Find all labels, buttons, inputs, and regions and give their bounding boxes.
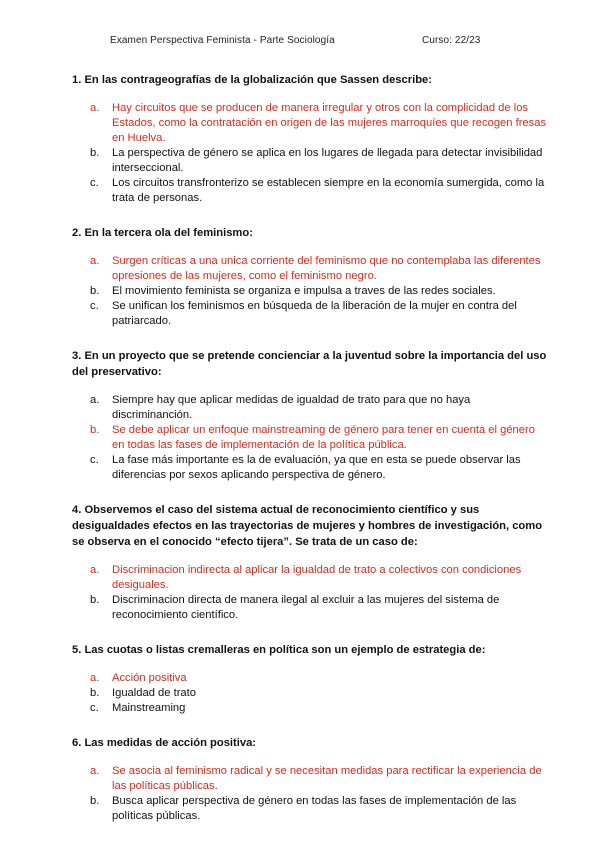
option-list — [72, 254, 550, 329]
option-list — [72, 671, 550, 716]
option-text: La fase más importante es la de evaluación, ya que en esta se puede observar las diferencias por sexos aplicando perspectiva de género. — [112, 454, 521, 481]
option-letter: a. — [90, 672, 100, 684]
option-list — [72, 764, 550, 824]
answer-option — [72, 794, 550, 824]
answer-option-correct — [72, 764, 550, 794]
option-text: Igualdad de trato — [112, 687, 196, 699]
answer-option — [72, 146, 550, 176]
option-letter: b. — [90, 285, 100, 297]
option-letter: b. — [90, 795, 100, 807]
option-text: Se debe aplicar un enfoque mainstreaming de género para tener en cuenta el género en todas las fases de implementación de la política pública. — [112, 424, 535, 451]
option-text: La perspectiva de género se aplica en los lugares de llegada para detectar invisibilidad interseccional. — [112, 147, 543, 174]
answer-option — [72, 453, 550, 483]
option-letter: a. — [90, 564, 100, 576]
option-letter: b. — [90, 687, 100, 699]
option-text: Se unifican los feminismos en búsqueda de la liberación de la mujer en contra del patriarcado. — [112, 300, 517, 327]
question-title: 3. En un proyecto que se pretende concienciar a la juventud sobre la importancia del uso del preservativo: — [72, 350, 547, 378]
option-text: Surgen críticas a una unica corriente del feminismo que no contemplaba las diferentes opresiones de las mujeres, como el feminismo negro. — [112, 255, 541, 282]
question-title: 1. En las contrageografías de la globalización que Sassen describe: — [72, 74, 432, 86]
option-letter: b. — [90, 147, 100, 159]
question-title: 6. Las medidas de acción positiva: — [72, 737, 257, 749]
question-title: 4. Observemos el caso del sistema actual de reconocimiento científico y sus desigualdades efectos en las trayectorias de mujeres y hombres de investigación, como se observa en el conocido “efecto tijera”. Se trata de un caso de: — [72, 504, 543, 548]
option-list — [72, 563, 550, 623]
question-title: 2. En la tercera ola del feminismo: — [72, 227, 253, 239]
answer-option-correct — [72, 101, 550, 146]
option-letter: c. — [90, 177, 99, 189]
answer-option-correct — [72, 563, 550, 593]
answer-option — [72, 176, 550, 206]
option-letter: c. — [90, 702, 99, 714]
option-text: Discriminacion directa de manera ilegal al excluir a las mujeres del sistema de reconocimiento científico. — [112, 594, 500, 621]
answer-option — [72, 299, 550, 329]
option-text: Busca aplicar perspectiva de género en todas las fases de implementación de las políticas públicas. — [112, 795, 517, 822]
option-text: Mainstreaming — [112, 702, 186, 714]
option-text: Los circuitos transfronterizo se establecen siempre en la economía sumergida, como la trata de personas. — [112, 177, 545, 204]
answer-option — [72, 284, 550, 299]
course-label: Curso: 22/23 — [422, 35, 481, 46]
answer-option — [72, 393, 550, 423]
option-letter: a. — [90, 102, 100, 114]
option-letter: c. — [90, 454, 99, 466]
option-letter: a. — [90, 394, 100, 406]
option-letter: b. — [90, 594, 100, 606]
option-text: Siempre hay que aplicar medidas de igualdad de trato para que no haya discriminanción. — [112, 394, 471, 421]
option-letter: b. — [90, 424, 100, 436]
option-list — [72, 393, 550, 483]
option-text: Hay circuitos que se producen de manera irregular y otros con la complicidad de los Estados, como la contratación en origen de las mujeres marroquíes que recogen fresas en Huelva. — [112, 102, 547, 144]
answer-option — [72, 701, 550, 716]
option-text: Se asocia al feminismo radical y se necesitan medidas para rectificar la experiencia de las políticas públicas. — [112, 765, 542, 792]
answer-option-correct — [72, 671, 550, 686]
question-list — [72, 72, 550, 843]
option-letter: c. — [90, 300, 99, 312]
option-text: El movimiento feminista se organiza e impulsa a traves de las redes sociales. — [112, 285, 496, 297]
option-letter: a. — [90, 255, 100, 267]
option-list — [72, 101, 550, 206]
option-letter: a. — [90, 765, 100, 777]
answer-option — [72, 686, 550, 701]
question-title: 5. Las cuotas o listas cremalleras en política son un ejemplo de estrategia de: — [72, 644, 486, 656]
answer-option-correct — [72, 254, 550, 284]
answer-option-correct — [72, 423, 550, 453]
option-text: Acción positiva — [112, 672, 187, 684]
answer-option — [72, 593, 550, 623]
option-text: Discriminacion indirecta al aplicar la igualdad de trato a colectivos con condiciones desiguales. — [112, 564, 522, 591]
exam-title: Examen Perspectiva Feminista - Parte Sociología — [110, 35, 335, 46]
